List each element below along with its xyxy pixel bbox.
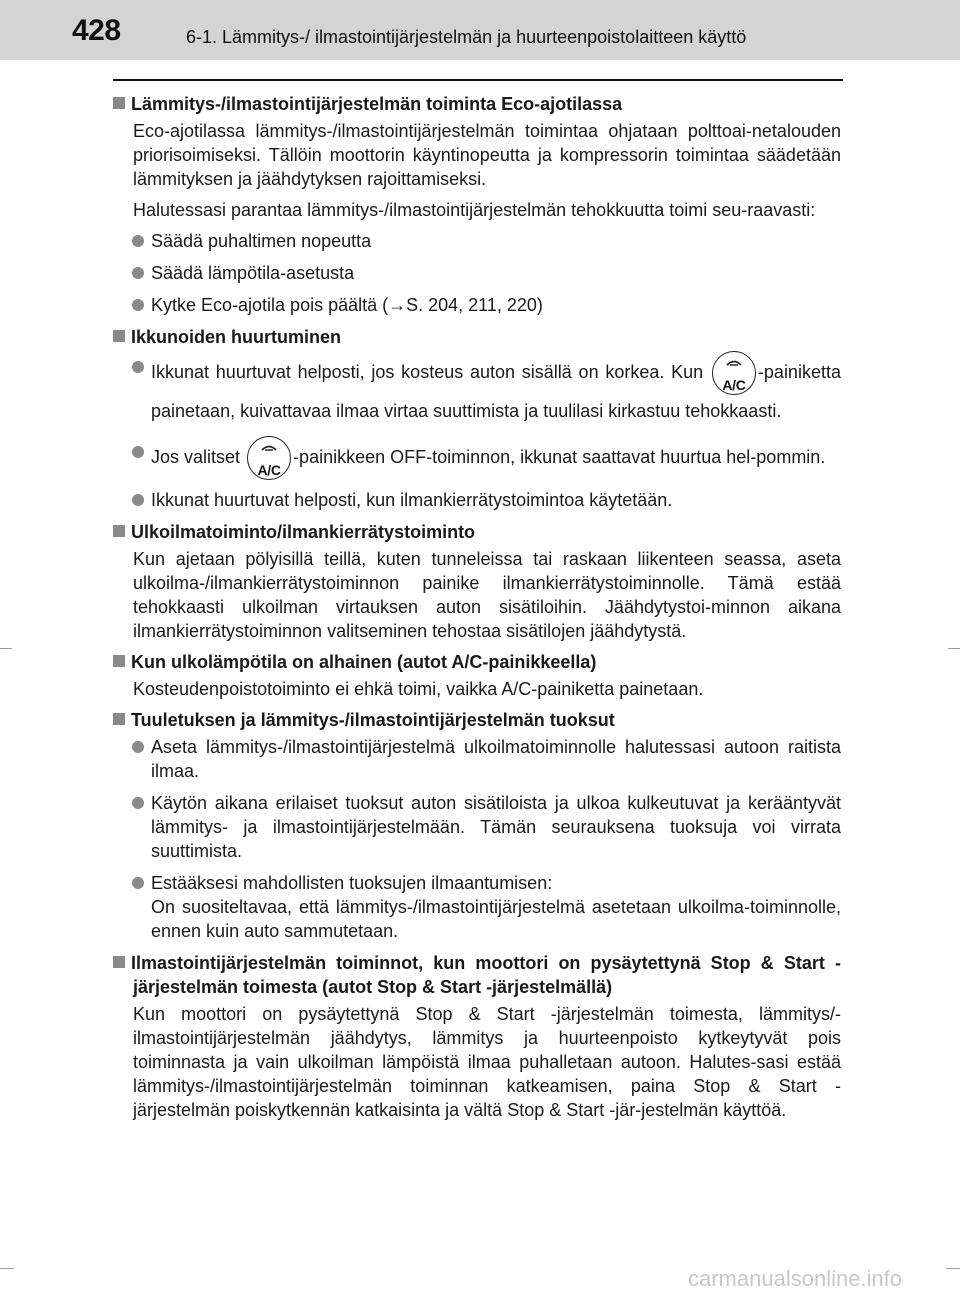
- section-heading: [113, 708, 841, 732]
- airflow-arc-icon: [260, 443, 278, 451]
- section-title: Tuuletuksen ja lämmitys-/ilmastointijärjestelmän tuoksut: [131, 710, 615, 730]
- paragraph: Kun moottori on pysäytettynä Stop & Start -järjestelmän toimesta, lämmitys/-ilmastointijärjestelmän jäähdytys, lämmitys ja huurteenpoisto kytkeytyvät pois toiminnasta ja vain ulkoilman lämpöistä ilmaa puhalletaan autoon. Halutes-sasi estää lämmitys-/ilmastointijärjestelmän toiminnan katkeamisen, paina Stop & Start -järjestelmän poiskytkennän katkaisinta ja vältä Stop & Start -jär-jestelmän käyttöä.: [133, 1004, 841, 1120]
- list-item-text: Estääksesi mahdollisten tuoksujen ilmaantumisen:: [151, 873, 553, 893]
- ac-button-icon: [247, 436, 291, 480]
- page-reference: S. 204, 211, 220): [406, 295, 543, 315]
- ac-button-icon: [712, 351, 756, 395]
- list-item-text: -painikkeen OFF-toiminnon, ikkunat saattavat huurtua hel-pommin.: [293, 446, 826, 467]
- section-title: Ilmastointijärjestelmän toiminnot, kun moottori on pysäytettynä Stop & Start -järjestelmän toimesta (autot Stop & Start -järjestelmällä): [131, 953, 841, 997]
- section-title: Ikkunoiden huurtuminen: [131, 327, 341, 347]
- section-title: Kun ulkolämpötila on alhainen (autot A/C-painikkeella): [131, 652, 597, 672]
- airflow-arc-icon: [725, 358, 743, 366]
- section-title: Ulkoilmatoiminto/ilmankierrätystoiminto: [131, 522, 476, 542]
- section-heading: [113, 520, 841, 544]
- list-item: [113, 791, 841, 863]
- square-bullet-icon: [113, 97, 125, 109]
- list-item-text: On suositeltavaa, että lämmitys-/ilmastointijärjestelmä asetetaan ulkoilma-toiminnolle, ennen kuin auto sammutetaan.: [151, 897, 841, 941]
- page-ref-arrow-icon: →: [388, 295, 407, 315]
- square-bullet-icon: [113, 713, 125, 725]
- list-item: [113, 436, 841, 480]
- list-item-text: Aseta lämmitys-/ilmastointijärjestelmä ulkoilmatoiminnolle halutessasi autoon raitista ilmaa.: [151, 737, 841, 781]
- list-item-text: Ikkunat huurtuvat helposti, kun ilmankierrätystoimintoa käytetään.: [151, 490, 673, 510]
- square-bullet-icon: [113, 956, 125, 968]
- square-bullet-icon: [113, 330, 125, 342]
- crop-mark: [946, 1268, 960, 1269]
- list-item-text: Säädä puhaltimen nopeutta: [151, 231, 372, 251]
- section-heading: [113, 325, 841, 349]
- round-bullet-icon: [132, 741, 144, 753]
- paragraph: Halutessasi parantaa lämmitys-/ilmastointijärjestelmän tehokkuutta toimi seu-raavasti:: [133, 200, 816, 220]
- section-title: Lämmitys-/ilmastointijärjestelmän toiminta Eco-ajotilassa: [131, 94, 623, 114]
- list-item-text: Käytön aikana erilaiset tuoksut auton sisätiloista ja ulkoa kulkeutuvat ja kerääntyvät lämmitys- ja ilmastointijärjestelmään. Tämän seurauksena tuoksuja voi virrata suuttimista.: [151, 793, 841, 861]
- list-item-text: Ikkunat huurtuvat helposti, jos kosteus auton sisällä on korkea. Kun: [151, 361, 704, 382]
- crop-mark: [948, 648, 960, 649]
- list-item-text: Jos valitset: [151, 446, 241, 467]
- round-bullet-icon: [132, 267, 144, 279]
- paragraph: Kun ajetaan pölyisillä teillä, kuten tunneleissa tai raskaan liikenteen seassa, aseta ulkoilma-/ilmankierrätystoiminnon painike ilmankierrätystoiminnolle. Tämä estää tehokkaasti ulkoilman virtauksen auton sisätiloihin. Jäähdytystoi-minnon aikana ilmankierrätystoiminnon valitseminen tehostaa sisätilojen jäähdytystä.: [133, 549, 841, 641]
- list-item: [113, 871, 841, 943]
- ac-button-label: A/C: [257, 462, 281, 478]
- list-item: [113, 488, 841, 512]
- paragraph: Eco-ajotilassa lämmitys-/ilmastointijärjestelmän toimintaa ohjataan polttoai-netalouden priorisoimiseksi. Tällöin moottorin käyntinopeutta ja kompressorin toimintaa säädetään lämmityksen ja jäähdytyksen rajoittamiseksi.: [133, 121, 841, 189]
- round-bullet-icon: [132, 797, 144, 809]
- crop-mark: [0, 648, 12, 649]
- list-item: [113, 261, 841, 285]
- list-item: [113, 229, 841, 253]
- section-heading: [113, 951, 841, 999]
- round-bullet-icon: [132, 361, 144, 373]
- watermark: carmanualsonline.info: [688, 1266, 903, 1291]
- list-item: [113, 735, 841, 783]
- crop-mark: [0, 1268, 14, 1269]
- section-heading: [113, 92, 841, 116]
- list-item-text: Säädä lämpötila-asetusta: [151, 263, 355, 283]
- round-bullet-icon: [132, 446, 144, 458]
- page-number: 428: [72, 14, 121, 47]
- header-rule: [113, 79, 843, 81]
- page-content: [113, 92, 841, 1129]
- round-bullet-icon: [132, 235, 144, 247]
- list-item: [113, 293, 841, 317]
- list-item-text: -painiketta painetaan, kuivattavaa ilmaa virtaa suuttimista ja tuulilasi kirkastuu tehokkaasti.: [151, 361, 841, 421]
- paragraph: Kosteudenpoistotoiminto ei ehkä toimi, vaikka A/C-painiketta painetaan.: [133, 679, 704, 699]
- round-bullet-icon: [132, 494, 144, 506]
- chapter-title: 6-1. Lämmitys-/ ilmastointijärjestelmän ja huurteenpoistolaitteen käyttö: [186, 27, 747, 47]
- round-bullet-icon: [132, 299, 144, 311]
- round-bullet-icon: [132, 877, 144, 889]
- square-bullet-icon: [113, 655, 125, 667]
- square-bullet-icon: [113, 525, 125, 537]
- section-heading: [113, 650, 841, 674]
- list-item-text: Kytke Eco-ajotila pois päältä (: [151, 295, 389, 315]
- list-item: [113, 351, 841, 428]
- ac-button-label: A/C: [722, 377, 746, 393]
